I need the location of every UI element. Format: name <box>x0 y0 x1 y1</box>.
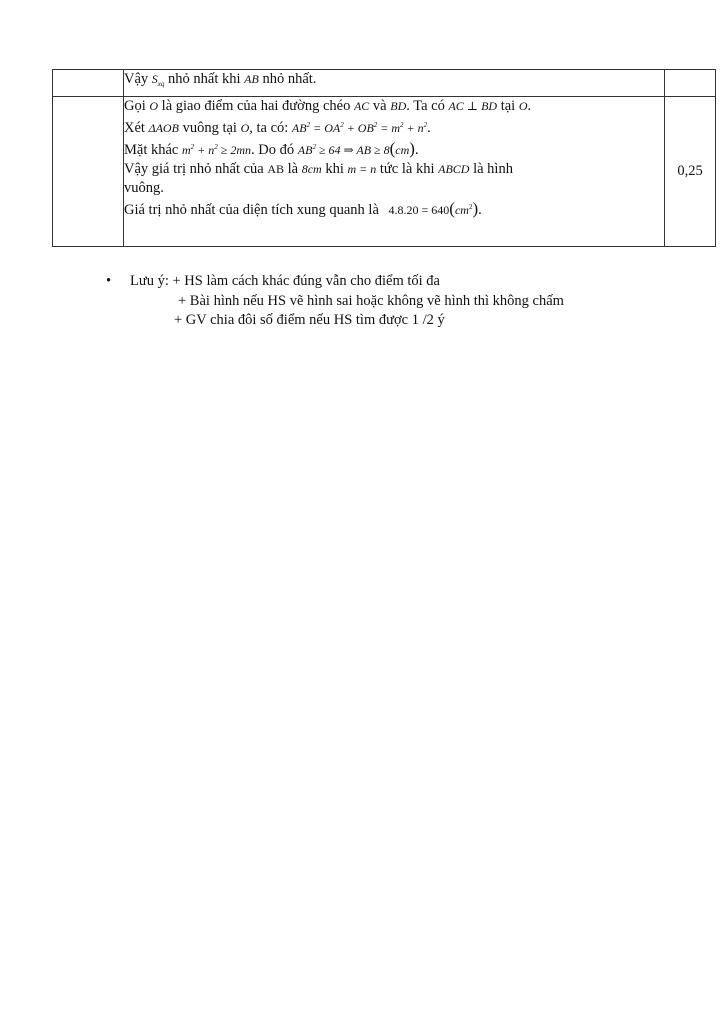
math-O: O <box>149 99 159 113</box>
math-inequality: $m^2 + n^2 \ge 2mn$ <box>181 143 252 157</box>
math-O: O <box>518 99 528 113</box>
content-line <box>124 97 664 116</box>
text: Xét <box>124 120 145 136</box>
math-AB: AB <box>267 162 285 176</box>
math-sub-xq: xq <box>157 80 165 88</box>
text: Vậy <box>124 71 149 87</box>
note-line: Lưu ý: + HS làm cách khác đúng vẫn cho điểm tối đa <box>130 273 440 289</box>
math-8cm: 8cm <box>301 162 322 176</box>
math-S: S <box>151 72 158 86</box>
text: Gọi <box>124 98 146 114</box>
math-O: O <box>240 121 250 135</box>
text: , ta có: <box>249 120 289 136</box>
text: . <box>478 202 482 218</box>
cell-question <box>53 70 124 97</box>
math-perpendicular: AC ⊥ BD <box>448 99 498 113</box>
note-line: + GV chia đôi số điểm nếu HS tìm được 1 /2 ý <box>174 312 445 328</box>
content-line <box>124 116 664 138</box>
text: tại <box>500 98 516 114</box>
text: . Do đó <box>251 142 295 158</box>
score-value: 0,25 <box>665 97 716 247</box>
text: . <box>527 98 532 114</box>
text: là hình <box>473 161 513 177</box>
text: nhỏ nhất. <box>262 71 317 87</box>
text: là <box>287 161 299 177</box>
text: . <box>427 120 431 136</box>
text: khi <box>325 161 344 177</box>
cell-score <box>665 70 716 97</box>
text: . <box>414 142 419 158</box>
content-line <box>124 70 664 94</box>
bullet-icon: • <box>106 273 112 289</box>
text: là giao điểm của hai đường chéo <box>161 98 351 114</box>
grading-table <box>52 69 716 247</box>
text: nhỏ nhất khi <box>168 71 241 87</box>
table-row <box>53 97 716 247</box>
note-line: + Bài hình nếu HS vẽ hình sai hoặc không vẽ hình thì không chấm <box>178 292 564 309</box>
math-BD: BD <box>390 99 407 113</box>
math-triangle: ΔAOB <box>148 121 179 135</box>
text: . Ta có <box>406 98 445 114</box>
text: Giá trị nhỏ nhất của diện tích xung quanh là <box>124 202 379 218</box>
cell-content <box>124 97 665 247</box>
notes-section <box>106 272 564 331</box>
cell-question <box>53 97 124 247</box>
table-row <box>53 70 716 97</box>
math-m-equals-n: m = n <box>347 162 377 176</box>
math-pythagoras: $AB^2 = OA^2 + OB^2 = m^2 + n^2$ <box>291 121 428 135</box>
math-area: $4.8.20 = 640(cm^2)$ <box>388 199 479 218</box>
text: tức là khi <box>379 161 435 177</box>
text: vuông tại <box>182 120 237 136</box>
content-line: vuông. <box>124 180 164 196</box>
cell-content <box>124 70 665 97</box>
content-line <box>124 160 664 179</box>
math-conclusion: $AB^2 \ge 64$ ⇒ AB ≥ 8(cm) <box>297 139 415 158</box>
content-line <box>124 138 664 160</box>
text: và <box>372 98 387 114</box>
math-AB: AB <box>244 72 259 86</box>
math-ABCD: ABCD <box>438 162 470 176</box>
math-AC: AC <box>353 99 370 113</box>
content-line <box>124 198 664 220</box>
text: Vậy giá trị nhỏ nhất của <box>124 161 264 177</box>
text: Mặt khác <box>124 142 179 158</box>
